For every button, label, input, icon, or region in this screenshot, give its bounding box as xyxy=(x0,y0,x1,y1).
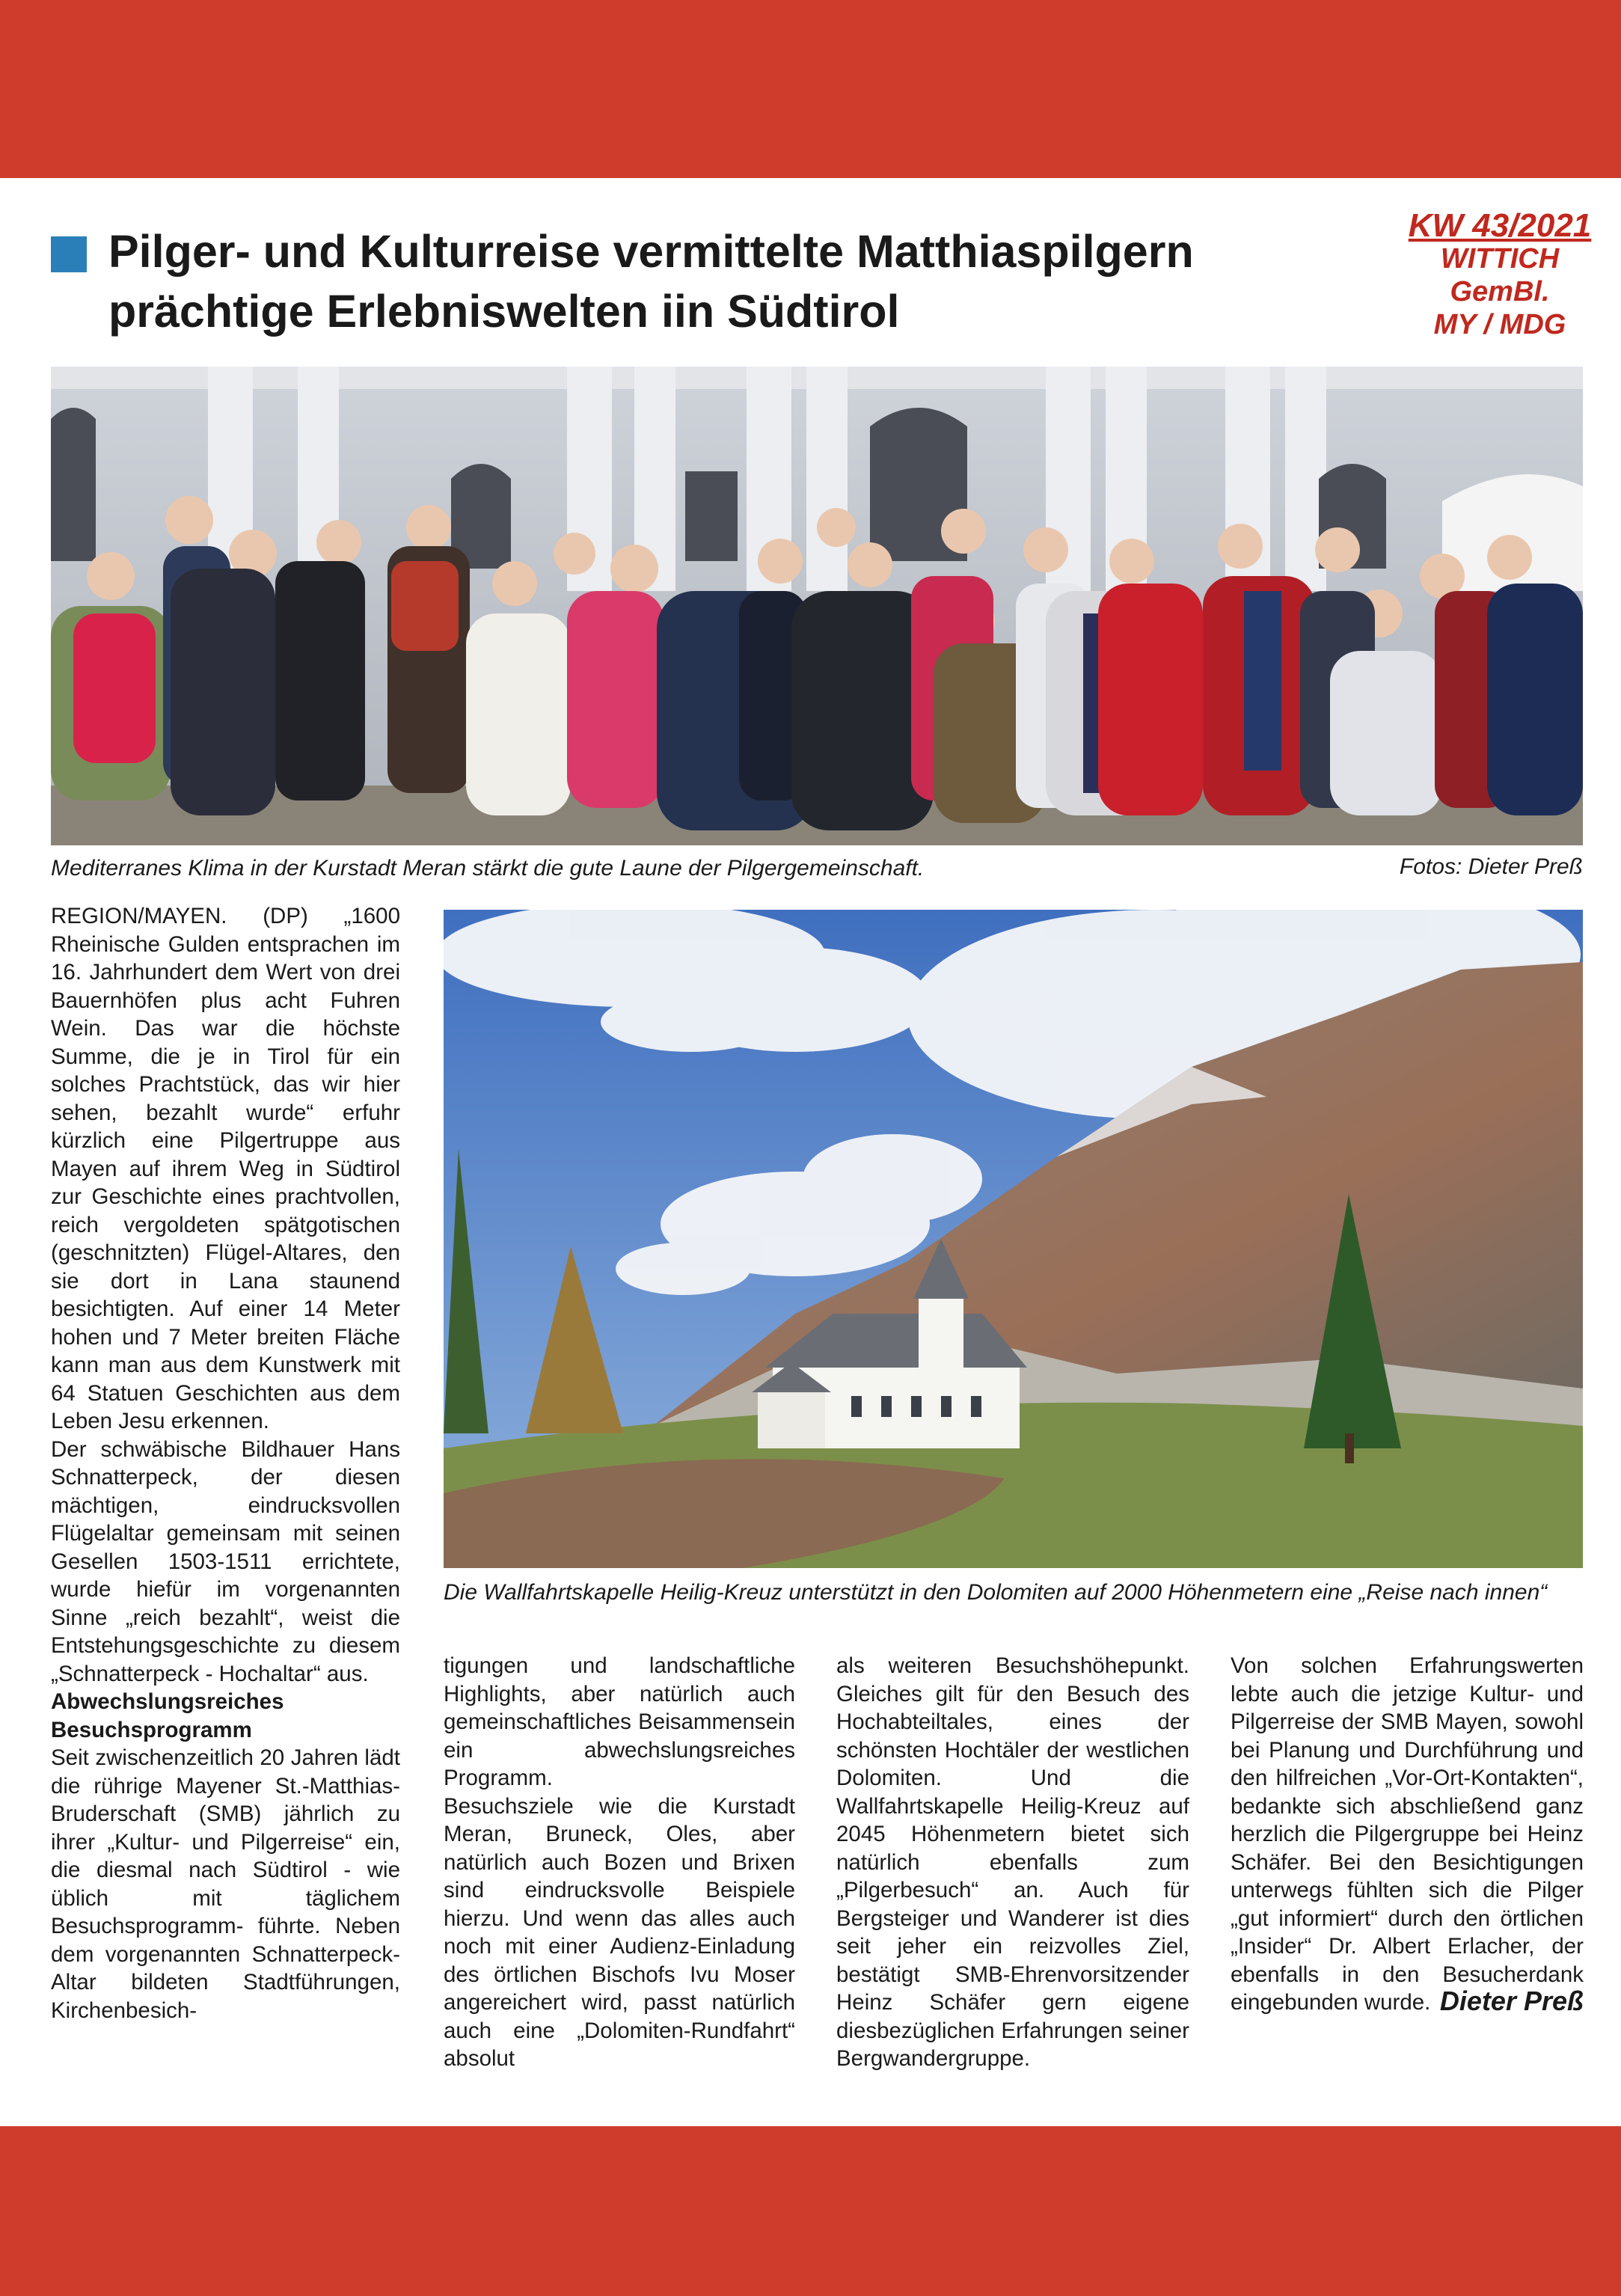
headline-marker xyxy=(51,236,87,272)
article-column-2 xyxy=(444,1652,795,2073)
paragraph-program: Seit zwischenzeitlich 20 Jahren lädt die rührige Mayener St.-Matthias-Bruderschaft (SMB) jährlich zu ihrer „Kultur- und Pilgerreise“ ein, die diesmal nach Südtirol - wie üblich mit täglichem Besuchsprogramm- führte. Neben dem vorgenannten Schnatterpeck-Altar bildeten Stadtführungen, Kirchenbesich- xyxy=(51,1745,400,2023)
chapel-photo xyxy=(444,910,1583,1568)
chapel-photo-caption: Die Wallfahrtskapelle Heilig-Kreuz unterstützt in den Dolomiten auf 2000 Höhenmetern eine „Reise nach innen“ xyxy=(444,1580,1548,1605)
paragraph-intro: REGION/MAYEN. (DP) „1600 Rheinische Gulden entsprachen im 16. Jahrhundert dem Wert von drei Bauernhöfen plus acht Fuhren Wein. Das war die höchste Summe, die je in Tirol für ein solches Prachtstück, das wir hier sehen, bezahlt wurde“ erfuhr kürzlich eine Pilgertruppe aus Mayen auf ihrem Weg in Südtirol zur Geschichte eines prachtvollen, reich vergoldeten spätgotischen (geschnitzten) Flügel-Altares, den sie dort in Lana staunend besichtigten. Auf einer 14 Meter hohen und 7 Meter breiten Fläche kann man aus dem Kunstwerk mit 64 Statuen Geschichten aus dem Leben Jesu erkennen. xyxy=(51,904,400,1433)
paragraph-highlights: tigungen und landschaftliche Highlights, aber natürlich auch gemeinschaftliches Beisammensein ein abwechslungsreiches Programm. xyxy=(444,1653,795,1790)
paragraph-destinations: Besuchsziele wie die Kurstadt Meran, Bruneck, Oles, aber natürlich auch Bozen und Brixen sind eindrucksvolle Beispiele hierzu. Und wenn das alles auch noch mit einer Audienz-Einladung des örtlichen Bischofs Ivu Moser angereichert wird, passt natürlich auch eine „Dolomiten-Rundfahrt“ absolut xyxy=(444,1793,795,2071)
article-column-1 xyxy=(51,902,400,2024)
subheading: Abwechslungsreiches Besuchsprogramm xyxy=(51,1689,284,1742)
stamp-region: MY / MDG xyxy=(1433,309,1566,340)
group-photo-caption: Mediterranes Klima in der Kurstadt Meran stärkt die gute Laune der Pilgergemeinschaft. xyxy=(51,856,925,881)
stamp-publisher: WITTICH xyxy=(1440,243,1560,275)
headline-line-2: prächtige Erlebniswelten iin Südtirol xyxy=(108,286,900,337)
newspaper-clipping xyxy=(0,178,1621,2126)
stamp-week: KW 43/2021 xyxy=(1408,207,1592,244)
paragraph-thanks: Von solchen Erfahrungswerten lebte auch die jetzige Kultur- und Pilgerreise der SMB Mayen, sowohl bei Planung und Durchführung und den hilfreichen „Vor-Ort-Kontakten“, bedankte sich abschließend ganz herzlich die Pilgergruppe bei Heinz Schäfer. Bei den Besichtigungen unterwegs fühlten sich die Pilger „gut informiert“ durch den örtlichen „Insider“ Dr. Albert Erlacher, der ebenfalls in den Besucherdank eingebunden wurde. xyxy=(1231,1653,1584,2015)
paragraph-sculptor: Der schwäbische Bildhauer Hans Schnatterpeck, der diesen mächtigen, eindrucksvollen Flügelaltar gemeinsam mit seinen Gesellen 1503-1511 errichtete, wurde hiefür im vorgenannten Sinne „reich bezahlt“, weist die Entstehungsgeschichte zu diesem „Schnatterpeck - Hochaltar“ aus. xyxy=(51,1436,400,1686)
author-signature: Dieter Preß xyxy=(1439,1985,1584,2016)
article-column-4 xyxy=(1231,1652,1584,2015)
photo-credit: Fotos: Dieter Preß xyxy=(1399,854,1583,879)
stamp-gazette: GemBl. xyxy=(1450,276,1550,307)
publication-stamp xyxy=(1388,209,1612,341)
article-column-3 xyxy=(836,1652,1189,2073)
headline-line-1: Pilger- und Kulturreise vermittelte Matthiaspilgern xyxy=(108,226,1194,277)
group-photo xyxy=(51,367,1583,845)
paragraph-chapel: als weiteren Besuchshöhepunkt. Gleiches gilt für den Besuch des Hochabteiltales, eines der schönsten Hochtäler der westlichen Dolomiten. Und die Wallfahrtskapelle Heilig-Kreuz auf 2045 Höhenmetern bietet sich natürlich ebenfalls zum „Pilgerbesuch“ an. Auch für Bergsteiger und Wanderer ist dies seit jeher ein reizvolles Ziel, bestätigt SMB-Ehrenvorsitzender Heinz Schäfer gern eigene diesbezüglichen Erfahrungen seiner Bergwandergruppe. xyxy=(836,1653,1189,2071)
headline xyxy=(108,221,1365,341)
